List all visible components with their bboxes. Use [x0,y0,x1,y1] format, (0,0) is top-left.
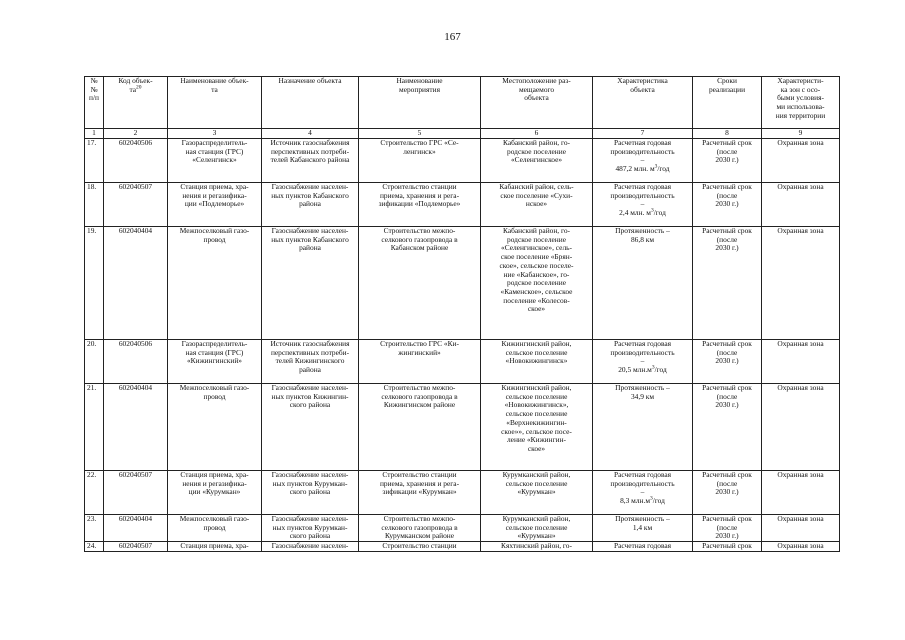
object-code: 602040507 [104,542,168,552]
object-code: 602040506 [104,340,168,384]
row-number: 23. [85,515,104,542]
header-num-text: № № п/п [89,76,99,103]
object-period: Расчетный срок (после 2030 г.) [693,471,762,515]
header-code [104,77,168,129]
column-number: 4 [262,129,359,139]
header-characteristic [593,77,693,129]
row-number: 18. [85,183,104,227]
header-code-footnote: 20 [136,84,142,91]
objects-table [84,76,840,552]
row-number: 20. [85,340,104,384]
header-purpose [262,77,359,129]
object-code: 602040506 [104,139,168,183]
object-period: Расчетный срок (после 2030 г.) [693,183,762,227]
characteristic-unit: /год [657,164,670,174]
object-action: Строительство ГРС «Ки- жингинский» [359,340,481,384]
header-action [359,77,481,129]
characteristic-main: Протяженность – 34,9 км [615,383,670,401]
table-row [85,227,840,340]
header-code-text: Код объек- та [118,76,153,94]
object-characteristic [593,183,693,227]
object-name: Газораспределитель- ная станция (ГРС) «Селенгинск» [168,139,262,183]
object-purpose: Источник газоснабжения перспективных потреби- телей Кабанского района [262,139,359,183]
characteristic-superscript: 3 [651,364,655,371]
object-location: Кабанский район, го- родское поселение «Селенгинское», сель- ское поселение «Брян- ское», сельское поселе- ние «Кабанское», го- родское поселение «Каменское», сельское поселение «Колесов- ское» [481,227,593,340]
header-purpose-text: Назначение объекта [278,76,342,85]
table-row [85,183,840,227]
object-period: Расчетный срок (после 2030 г.) [693,227,762,340]
object-purpose: Газоснабжение населен- ных пунктов Курумкан- ского района [262,471,359,515]
object-zone: Охранная зона [762,542,840,552]
object-purpose: Газоснабжение населен- ных пунктов Кижингин- ского района [262,384,359,471]
object-characteristic [593,227,693,340]
table-row [85,139,840,183]
object-zone: Охранная зона [762,384,840,471]
row-number: 21. [85,384,104,471]
table-row [85,515,840,542]
object-purpose: Газоснабжение населен- ных пунктов Кабанского района [262,227,359,340]
table-row [85,384,840,471]
object-action: Строительство ГРС «Се- ленгинск» [359,139,481,183]
object-characteristic [593,340,693,384]
object-period: Расчетный срок (после 2030 г.) [693,139,762,183]
characteristic-main: Протяженность – 86,8 км [615,226,670,244]
object-characteristic [593,139,693,183]
object-location: Кижингинский район, сельское поселение «Новокижингинск», сельское поселение «Верхнекижингин- ское»», сельское посе- ление «Кижингин- ское» [481,384,593,471]
characteristic-main: Расчетная годовая производительность – 8,3 млн.м [610,470,675,506]
object-purpose: Газоснабжение населен- ных пунктов Курумкан- ского района [262,515,359,542]
object-name: Газораспределитель- ная станция (ГРС) «Кижингинский» [168,340,262,384]
object-characteristic [593,384,693,471]
column-number: 8 [693,129,762,139]
object-zone: Охранная зона [762,515,840,542]
object-name: Станция приема, хра- [168,542,262,552]
table-row [85,340,840,384]
object-zone: Охранная зона [762,471,840,515]
characteristic-unit: /год [653,208,666,218]
object-period: Расчетный срок (после 2030 г.) [693,384,762,471]
object-zone: Охранная зона [762,139,840,183]
object-purpose: Газоснабжение населен- ных пунктов Кабанского района [262,183,359,227]
object-action: Строительство межпо- селкового газопровода в Кабанском районе [359,227,481,340]
header-location [481,77,593,129]
object-purpose: Источник газоснабжения перспективных потреби- телей Кижингинского района [262,340,359,384]
page-number: 167 [444,31,461,43]
object-zone: Охранная зона [762,340,840,384]
object-name: Станция приема, хра- нения и регазифика- ции «Подлеморье» [168,183,262,227]
object-characteristic [593,542,693,552]
column-number: 5 [359,129,481,139]
header-characteristic-text: Характеристика объекта [617,76,668,94]
object-location: Курумканский район, сельское поселение «Курумкан» [481,471,593,515]
object-zone: Охранная зона [762,227,840,340]
header-row [85,77,840,129]
header-num [85,77,104,129]
column-number: 1 [85,129,104,139]
object-code: 602040404 [104,384,168,471]
object-location: Кабанский район, сель- ское поселение «Сухи- нское» [481,183,593,227]
characteristic-main: Протяженность – 1,4 км [615,514,670,532]
header-period [693,77,762,129]
object-period: Расчетный срок (после 2030 г.) [693,340,762,384]
object-action: Строительство станции [359,542,481,552]
row-number: 17. [85,139,104,183]
object-zone: Охранная зона [762,183,840,227]
object-period: Расчетный срок (после 2030 г.) [693,515,762,542]
characteristic-main: Расчетная годовая производительность – 487,2 млн. м [610,138,675,174]
table-row [85,542,840,552]
object-characteristic [593,515,693,542]
object-characteristic [593,471,693,515]
column-number: 3 [168,129,262,139]
header-location-text: Местоположение раз- мещаемого объекта [502,76,571,103]
object-location: Курумканский район, сельское поселение «Курумкан» [481,515,593,542]
object-code: 602040507 [104,183,168,227]
column-number: 2 [104,129,168,139]
table-row [85,471,840,515]
characteristic-superscript: 3 [654,163,658,170]
characteristic-unit: /год [652,496,665,506]
row-number: 22. [85,471,104,515]
object-period: Расчетный срок [693,542,762,552]
header-name-text: Наименование объек- та [180,76,249,94]
characteristic-main: Расчетная годовая производительность – 20,5 млн.м [610,339,675,375]
characteristic-main: Расчетная годовая [613,541,672,551]
object-action: Строительство межпо- селкового газопровода в Кижингинском районе [359,384,481,471]
object-location: Кяхтинский район, го- [481,542,593,552]
object-action: Строительство станции приема, хранения и рега- зификации «Подлеморье» [359,183,481,227]
column-number: 6 [481,129,593,139]
row-number: 24. [85,542,104,552]
object-code: 602040507 [104,471,168,515]
object-purpose: Газоснабжение населен- [262,542,359,552]
row-number: 19. [85,227,104,340]
header-zone-text: Характеристи- ка зон с осо- быми условия- ми использова- ния территории [775,76,826,120]
characteristic-main: Расчетная годовая производительность – 2,4 млн. м [610,182,675,218]
object-code: 602040404 [104,515,168,542]
header-zone [762,77,840,129]
object-location: Кижингинский район, сельское поселение «Новокижингинск» [481,340,593,384]
object-name: Межпоселковый газо- провод [168,227,262,340]
object-code: 602040404 [104,227,168,340]
header-period-text: Сроки реализации [708,76,746,94]
header-action-text: Наименование мероприятия [396,76,443,94]
object-name: Межпоселковый газо- провод [168,515,262,542]
object-name: Станция приема, хра- нения и регазифика- ции «Курумкан» [168,471,262,515]
object-action: Строительство станции приема, хранения и рега- зификации «Курумкан» [359,471,481,515]
column-number: 9 [762,129,840,139]
object-location: Кабанский район, го- родское поселение «Селенгинское» [481,139,593,183]
characteristic-superscript: 3 [650,207,654,214]
characteristic-unit: /год [654,365,667,375]
column-number-row [85,129,840,139]
column-number: 7 [593,129,693,139]
characteristic-superscript: 3 [650,495,653,502]
object-action: Строительство межпо- селкового газопровода в Курумканском районе [359,515,481,542]
object-name: Межпоселковый газо- провод [168,384,262,471]
header-name [168,77,262,129]
